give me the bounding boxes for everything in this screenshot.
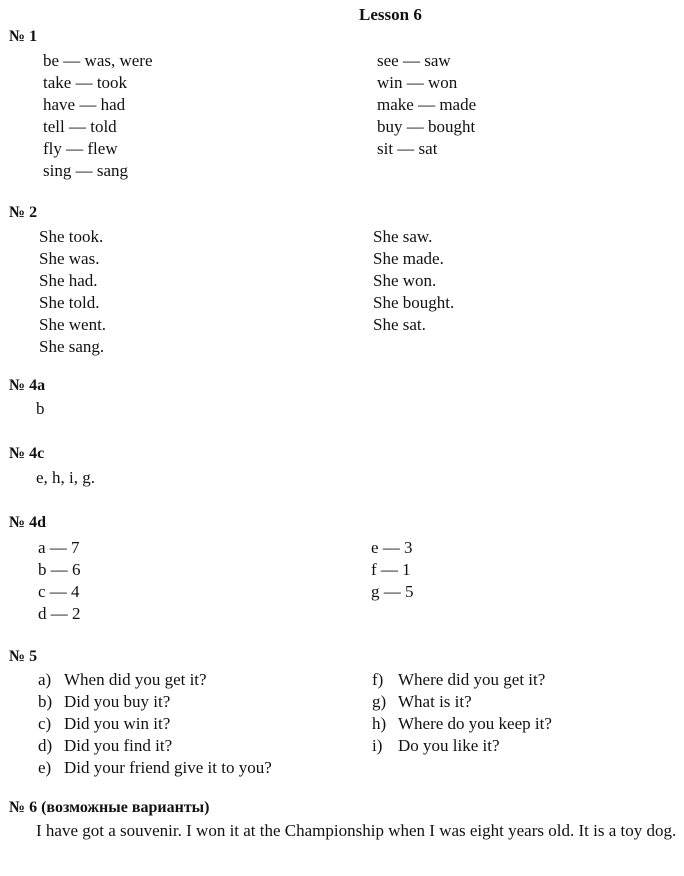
exercise-1-heading: № 1: [9, 28, 38, 45]
list-item: She had.: [39, 271, 98, 290]
exercise-4a-heading: № 4a: [9, 377, 46, 394]
list-item: She took.: [39, 227, 104, 246]
list-item: [38, 757, 272, 779]
list-item: She was.: [39, 249, 100, 268]
item-text: Where did you get it?: [398, 670, 546, 689]
item-label: d): [38, 736, 53, 755]
list-item: She went.: [39, 315, 107, 334]
list-item: She told.: [39, 293, 100, 312]
list-item: buy — bought: [377, 117, 476, 136]
list-item: She made.: [373, 249, 444, 268]
item-label: f): [372, 670, 384, 689]
item-text: When did you get it?: [64, 670, 207, 689]
list-item: fly — flew: [43, 139, 118, 158]
list-item: take — took: [43, 73, 128, 92]
list-item: [38, 735, 172, 757]
item-label: h): [372, 714, 387, 733]
list-item: [372, 735, 500, 757]
list-item: [38, 713, 170, 735]
item-text: Did you buy it?: [64, 692, 171, 711]
list-item: She sat.: [373, 315, 426, 334]
exercise-4a-answer: b: [36, 399, 45, 418]
list-item: c — 4: [38, 582, 80, 601]
item-text: Did you win it?: [64, 714, 171, 733]
item-label: c): [38, 714, 52, 733]
exercise-5-heading: № 5: [9, 648, 38, 665]
list-item: d — 2: [38, 604, 81, 623]
exercise-6-paragraph: I have got a souvenir. I won it at the Championship when I was eight years old. It is a toy dog.: [36, 821, 677, 840]
item-label: a): [38, 670, 52, 689]
list-item: [372, 691, 472, 713]
item-label: i): [372, 736, 383, 755]
list-item: [38, 691, 170, 713]
list-item: g — 5: [371, 582, 414, 601]
list-item: a — 7: [38, 538, 80, 557]
list-item: [372, 669, 545, 691]
item-label: e): [38, 758, 52, 777]
list-item: [372, 713, 552, 735]
list-item: She sang.: [39, 337, 105, 356]
item-text: Do you like it?: [398, 736, 500, 755]
list-item: She saw.: [373, 227, 433, 246]
list-item: f — 1: [371, 560, 411, 579]
list-item: sing — sang: [43, 161, 128, 180]
exercise-4c-answer: e, h, i, g.: [36, 468, 96, 487]
list-item: sit — sat: [377, 139, 438, 158]
list-item: win — won: [377, 73, 458, 92]
list-item: She won.: [373, 271, 437, 290]
item-text: Did your friend give it to you?: [64, 758, 272, 777]
list-item: be — was, were: [43, 51, 153, 70]
item-text: Did you find it?: [64, 736, 173, 755]
list-item: have — had: [43, 95, 126, 114]
list-item: see — saw: [377, 51, 451, 70]
list-item: make — made: [377, 95, 477, 114]
list-item: [38, 669, 207, 691]
lesson-title: Lesson 6: [359, 5, 422, 24]
list-item: b — 6: [38, 560, 81, 579]
exercise-6-heading: № 6 (возможные варианты): [9, 799, 210, 816]
exercise-4d-heading: № 4d: [9, 514, 46, 531]
item-text: What is it?: [398, 692, 472, 711]
item-label: g): [372, 692, 387, 711]
item-text: Where do you keep it?: [398, 714, 552, 733]
item-label: b): [38, 692, 53, 711]
list-item: tell — told: [43, 117, 117, 136]
list-item: e — 3: [371, 538, 413, 557]
list-item: She bought.: [373, 293, 455, 312]
exercise-2-heading: № 2: [9, 204, 38, 221]
exercise-4c-heading: № 4c: [9, 445, 45, 462]
